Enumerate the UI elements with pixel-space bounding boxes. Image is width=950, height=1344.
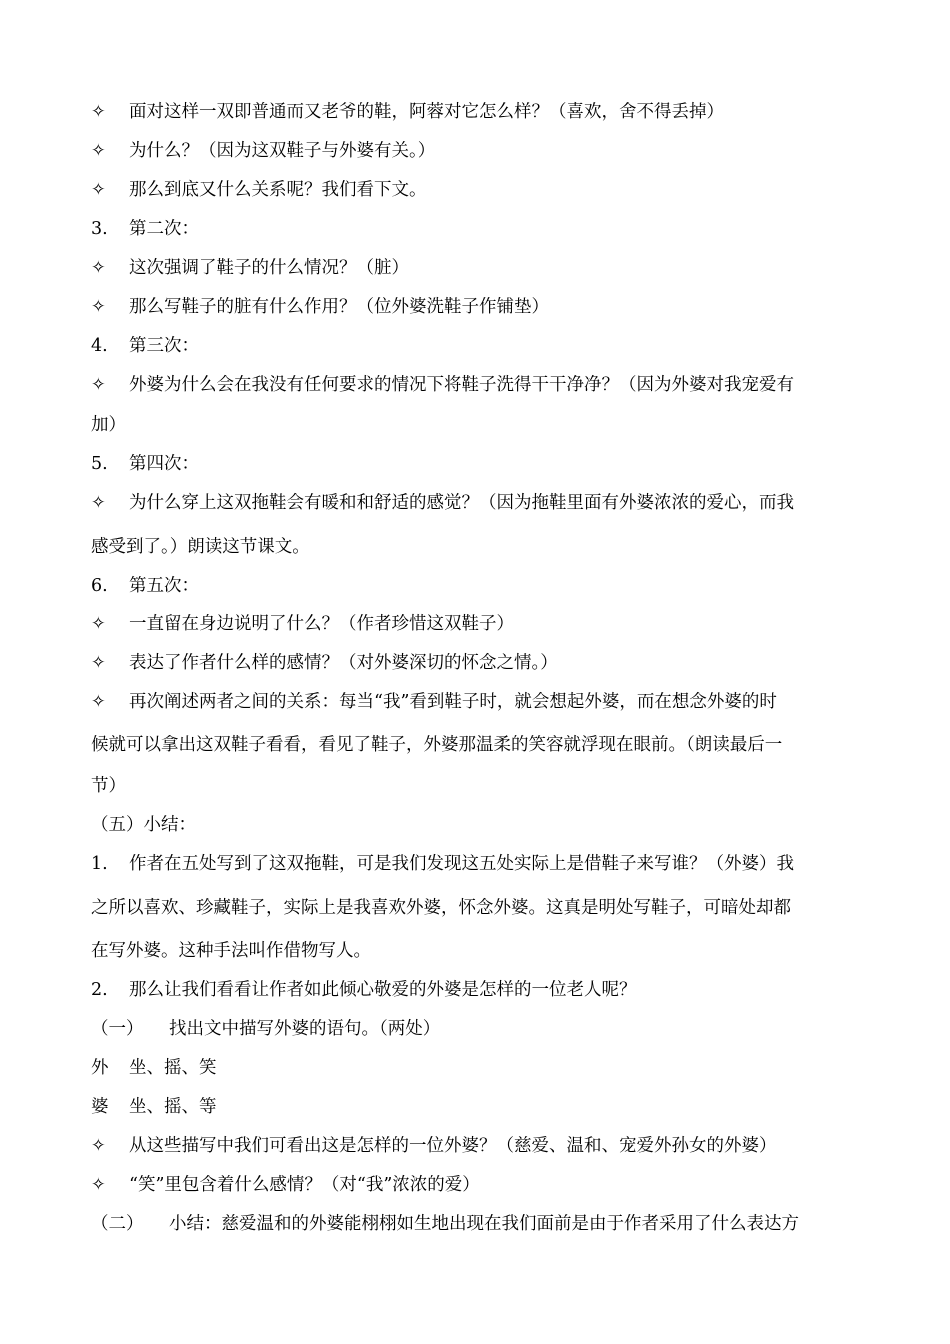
line-text: 坐、摇、等 xyxy=(129,1097,217,1117)
line-text: 那么到底又什么关系呢？我们看下文。 xyxy=(129,180,427,200)
list-number: 6. xyxy=(91,576,108,596)
continuation-line: 加） xyxy=(91,415,126,435)
continuation-line: 之所以喜欢、珍藏鞋子，实际上是我喜欢外婆，怀念外婆。这真是明处写鞋子，可暗处却都 xyxy=(91,898,791,918)
subsection-number: （一） xyxy=(91,1019,144,1039)
continuation-line: 候就可以拿出这双鞋子看看，看见了鞋子，外婆那温柔的笑容就浮现在眼前。（朗读最后一 xyxy=(91,735,783,755)
diamond-bullet-icon: ✧ xyxy=(91,614,106,634)
list-number: 3. xyxy=(91,219,108,239)
continuation-line: 感受到了。）朗读这节课文。 xyxy=(91,537,310,557)
line-text: 作者在五处写到了这双拖鞋，可是我们发现这五处实际上是借鞋子来写谁？（外婆）我 xyxy=(129,854,794,874)
diamond-bullet-icon: ✧ xyxy=(91,297,106,317)
row-label: 婆 xyxy=(91,1097,109,1117)
diamond-bullet-icon: ✧ xyxy=(91,141,106,161)
line-text: 那么写鞋子的脏有什么作用？（位外婆洗鞋子作铺垫） xyxy=(129,297,549,317)
diamond-bullet-icon: ✧ xyxy=(91,180,106,200)
diamond-bullet-icon: ✧ xyxy=(91,375,106,395)
diamond-bullet-icon: ✧ xyxy=(91,102,106,122)
line-text: 找出文中描写外婆的语句。（两处） xyxy=(169,1019,441,1039)
line-text: 为什么？（因为这双鞋子与外婆有关。） xyxy=(129,141,436,161)
diamond-bullet-icon: ✧ xyxy=(91,493,106,513)
line-text: 面对这样一双即普通而又老爷的鞋，阿蓉对它怎么样？（喜欢，舍不得丢掉） xyxy=(129,102,724,122)
line-text: 从这些描写中我们可看出这是怎样的一位外婆？（慈爱、温和、宠爱外孙女的外婆） xyxy=(129,1136,777,1156)
line-text: 外婆为什么会在我没有任何要求的情况下将鞋子洗得干干净净？（因为外婆对我宠爱有 xyxy=(129,375,794,395)
section-heading: （五）小结： xyxy=(91,815,196,835)
list-number: 4. xyxy=(91,336,108,356)
list-number: 5. xyxy=(91,454,108,474)
line-text: 第二次： xyxy=(129,219,199,239)
line-text: 为什么穿上这双拖鞋会有暖和和舒适的感觉？（因为拖鞋里面有外婆浓浓的爱心，而我 xyxy=(129,493,794,513)
diamond-bullet-icon: ✧ xyxy=(91,1136,106,1156)
line-text: 第三次： xyxy=(129,336,199,356)
continuation-line: 在写外婆。这种手法叫作借物写人。 xyxy=(91,941,371,961)
line-text: 再次阐述两者之间的关系：每当“我”看到鞋子时，就会想起外婆，而在想念外婆的时 xyxy=(129,692,777,712)
diamond-bullet-icon: ✧ xyxy=(91,692,106,712)
line-text: 这次强调了鞋子的什么情况？（脏） xyxy=(129,258,409,278)
row-label: 外 xyxy=(91,1058,109,1078)
line-text: 第五次： xyxy=(129,576,199,596)
diamond-bullet-icon: ✧ xyxy=(91,653,106,673)
line-text: 第四次： xyxy=(129,454,199,474)
line-text: “笑”里包含着什么感情？（对“我”浓浓的爱） xyxy=(129,1175,480,1195)
line-text: 小结：慈爱温和的外婆能栩栩如生地出现在我们面前是由于作者采用了什么表达方 xyxy=(169,1214,799,1234)
line-text: 坐、摇、笑 xyxy=(129,1058,217,1078)
continuation-line: 节） xyxy=(91,776,126,796)
diamond-bullet-icon: ✧ xyxy=(91,258,106,278)
list-number: 1. xyxy=(91,854,108,874)
line-text: 那么让我们看看让作者如此倾心敬爱的外婆是怎样的一位老人呢？ xyxy=(129,980,637,1000)
subsection-number: （二） xyxy=(91,1214,144,1234)
line-text: 一直留在身边说明了什么？（作者珍惜这双鞋子） xyxy=(129,614,514,634)
list-number: 2. xyxy=(91,980,108,1000)
line-text: 表达了作者什么样的感情？（对外婆深切的怀念之情。） xyxy=(129,653,558,673)
diamond-bullet-icon: ✧ xyxy=(91,1175,106,1195)
